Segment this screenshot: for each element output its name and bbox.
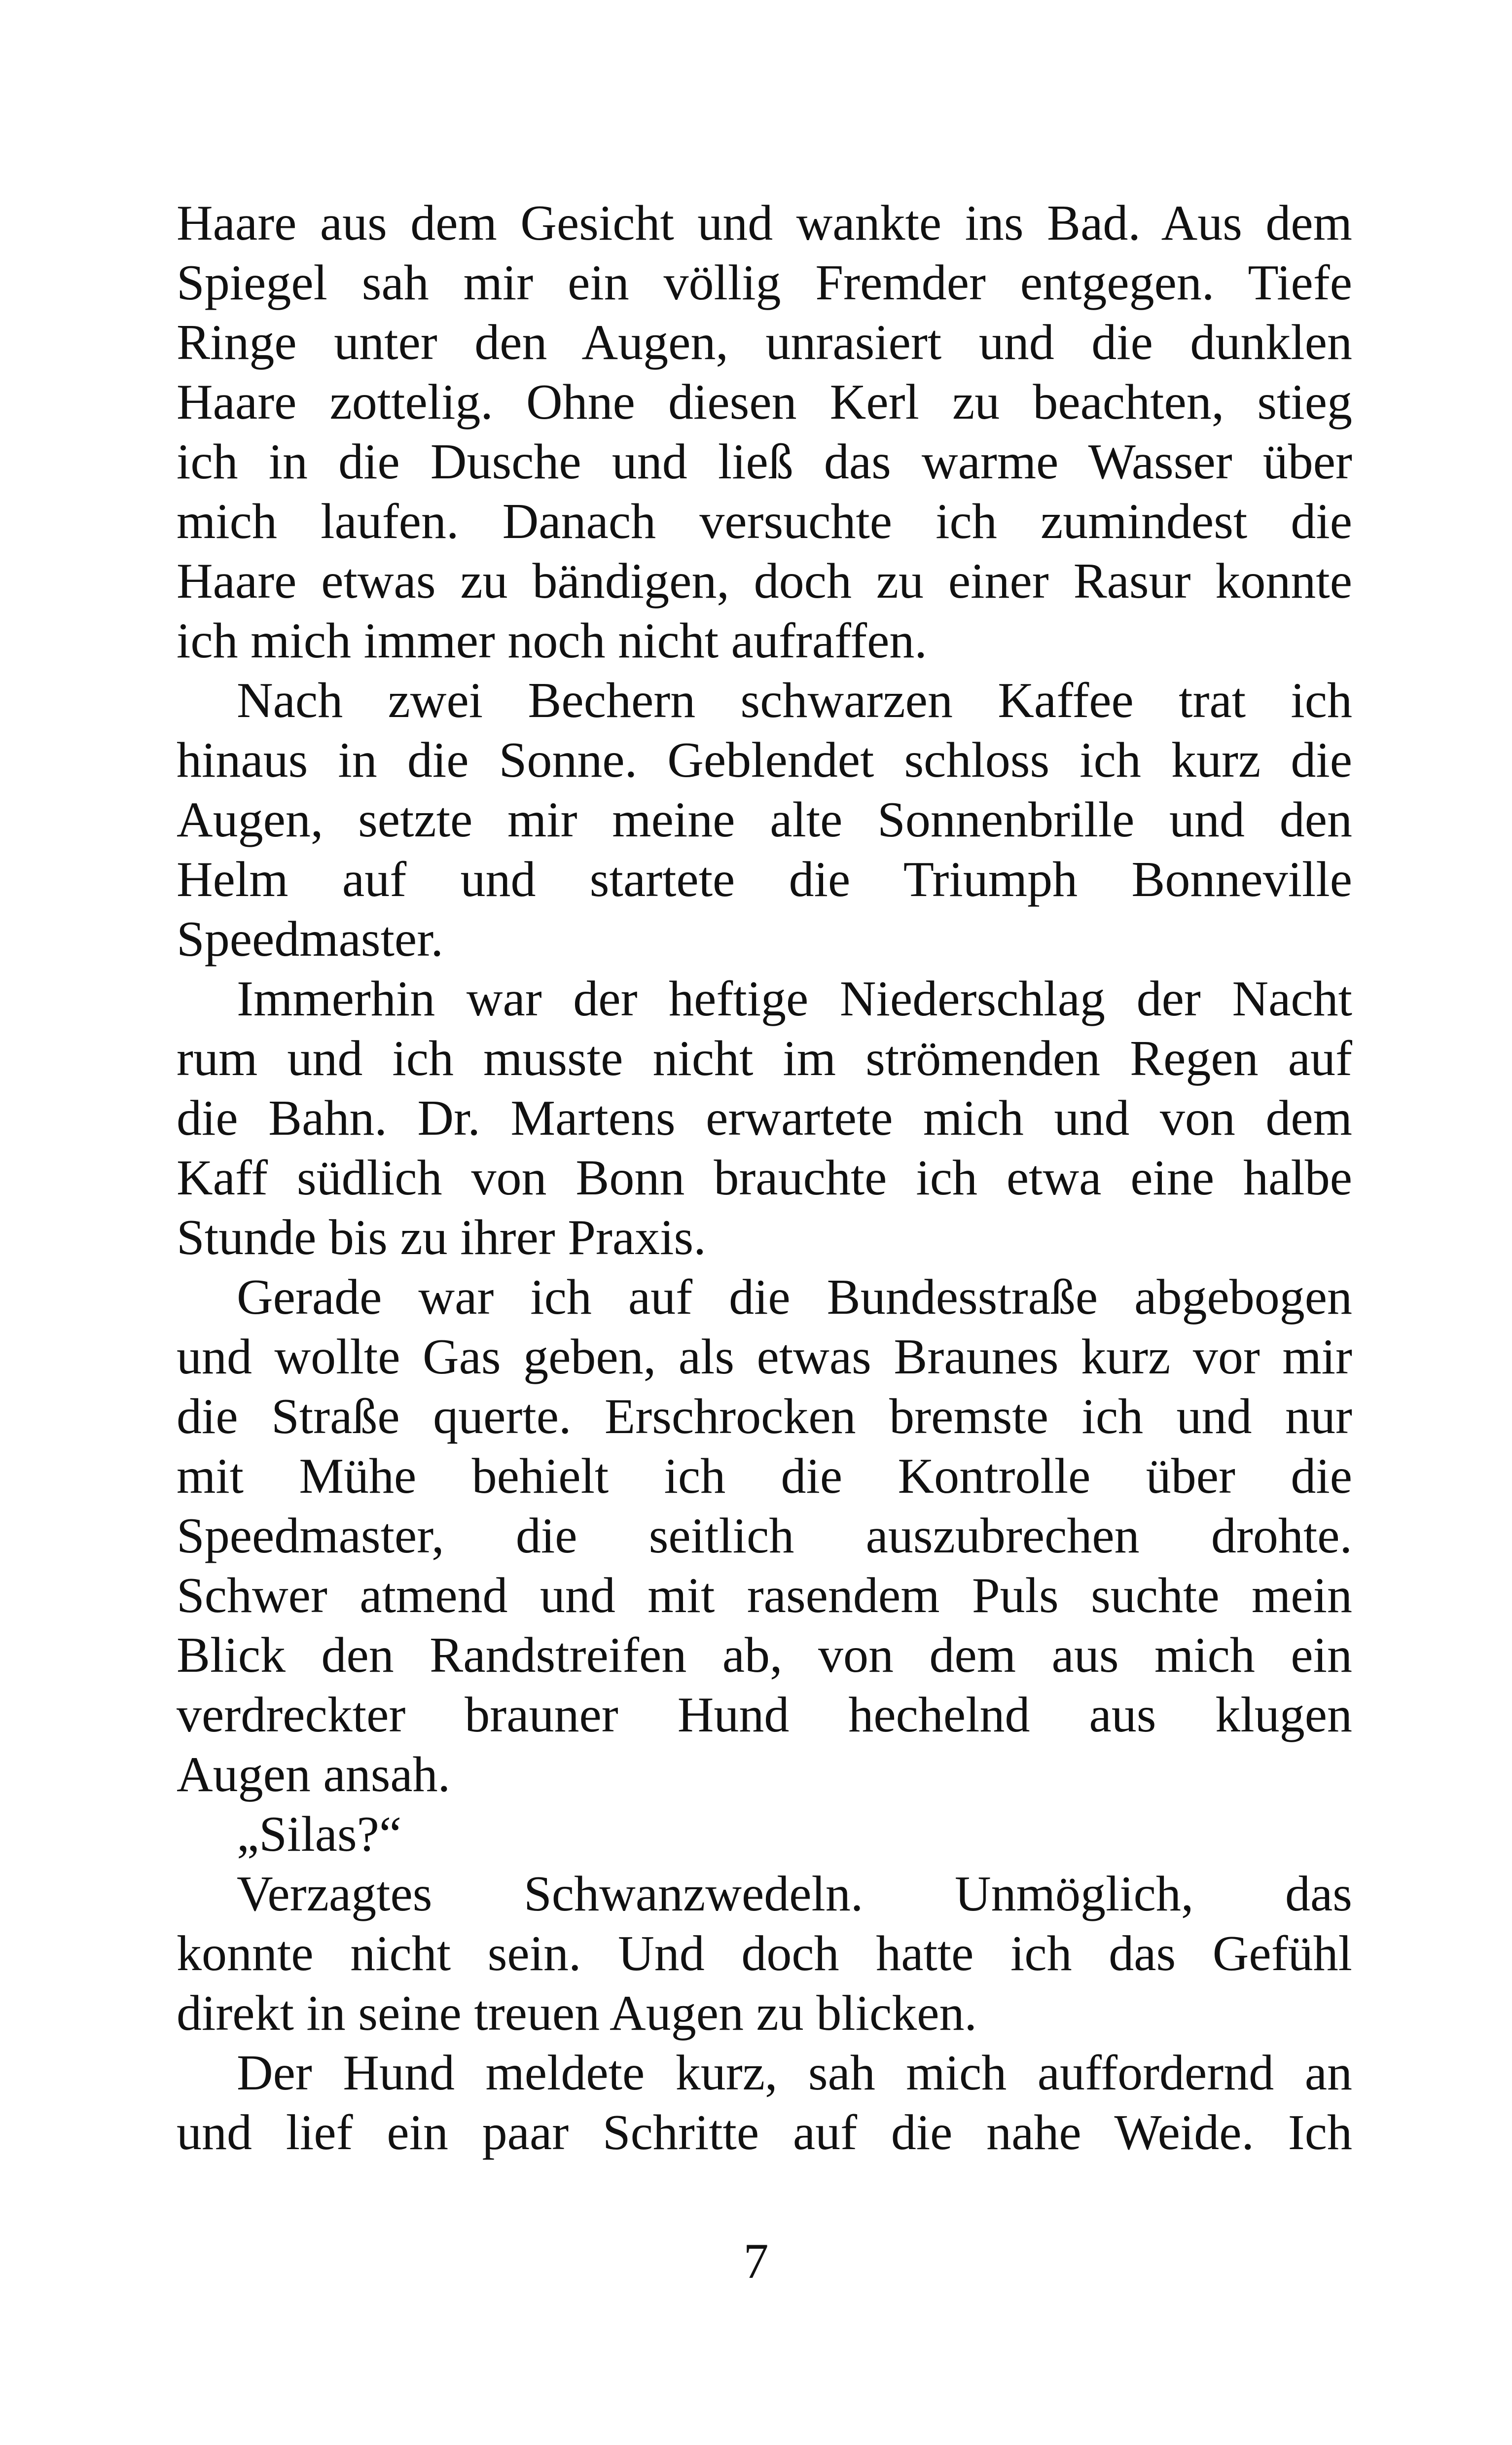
text-line: Augen ansah.: [177, 1747, 451, 1802]
text-line: rum und ich musste nicht im strömenden Regen auf: [177, 1031, 1352, 1086]
text-line: ich in die Dusche und ließ das warme Wasser über: [177, 434, 1352, 490]
text-line: Speedmaster, die seitlich auszubrechen drohte.: [177, 1508, 1352, 1564]
text-line: Immerhin war der heftige Niederschlag der Nacht: [237, 971, 1352, 1027]
text-line: Gerade war ich auf die Bundesstraße abgebogen: [237, 1269, 1352, 1325]
text-line: Spiegel sah mir ein völlig Fremder entgegen. Tiefe: [177, 255, 1352, 311]
text-line: und lief ein paar Schritte auf die nahe Weide. Ich: [177, 2105, 1352, 2160]
text-line: mich laufen. Danach versuchte ich zumindest die: [177, 494, 1352, 549]
text-line: Helm auf und startete die Triumph Bonneville: [177, 852, 1352, 907]
text-line: mit Mühe behielt ich die Kontrolle über die: [177, 1448, 1352, 1504]
text-line: Verzagtes Schwanzwedeln. Unmöglich, das: [237, 1866, 1352, 1922]
body-text: [177, 193, 1352, 2162]
text-line: Stunde bis zu ihrer Praxis.: [177, 1210, 706, 1265]
text-line: die Straße querte. Erschrocken bremste ich und nur: [177, 1389, 1352, 1444]
text-line: Ringe unter den Augen, unrasiert und die dunklen: [177, 315, 1352, 370]
text-line: konnte nicht sein. Und doch hatte ich das Gefühl: [177, 1926, 1352, 1981]
text-line: Schwer atmend und mit rasendem Puls suchte mein: [177, 1568, 1352, 1623]
text-line: Nach zwei Bechern schwarzen Kaffee trat ich: [237, 673, 1352, 728]
text-line: Blick den Randstreifen ab, von dem aus mich ein: [177, 1627, 1352, 1683]
text-line: Kaff südlich von Bonn brauchte ich etwa eine halbe: [177, 1150, 1352, 1206]
text-line: die Bahn. Dr. Martens erwartete mich und von dem: [177, 1090, 1352, 1146]
text-line: Haare etwas zu bändigen, doch zu einer Rasur konnte: [177, 553, 1352, 609]
text-line: direkt in seine treuen Augen zu blicken.: [177, 1985, 977, 2041]
text-line: Haare zottelig. Ohne diesen Kerl zu beachten, stieg: [177, 374, 1352, 430]
page-number: 7: [743, 2233, 769, 2289]
text-line: Haare aus dem Gesicht und wankte ins Bad. Aus dem: [177, 195, 1352, 251]
text-line: ich mich immer noch nicht aufraffen.: [177, 613, 927, 669]
text-line: und wollte Gas geben, als etwas Braunes kurz vor mir: [177, 1329, 1352, 1385]
text-line: Augen, setzte mir meine alte Sonnenbrille und den: [177, 792, 1352, 848]
text-line: verdreckter brauner Hund hechelnd aus klugen: [177, 1687, 1352, 1743]
text-line: Speedmaster.: [177, 911, 444, 967]
text-line: hinaus in die Sonne. Geblendet schloss ich kurz die: [177, 732, 1352, 788]
text-line: „Silas?“: [237, 1806, 402, 1862]
text-line: Der Hund meldete kurz, sah mich auffordernd an: [237, 2045, 1352, 2101]
